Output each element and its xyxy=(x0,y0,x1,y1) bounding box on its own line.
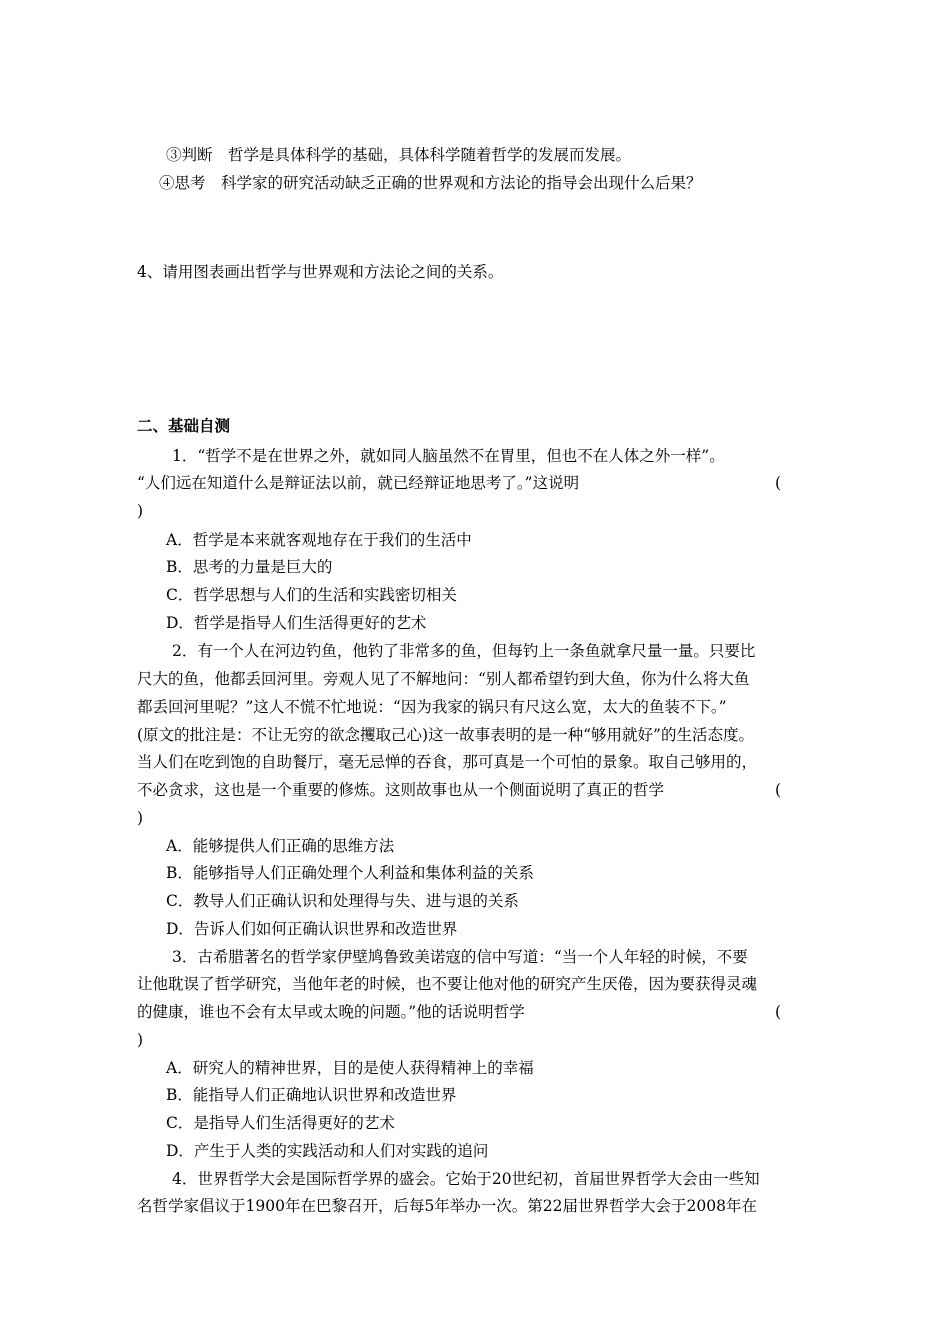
q2-line2: 尺大的鱼，他都丢回河里。旁观人见了不解地问：“别人都希望钓到大鱼，你为什么将大鱼 xyxy=(137,670,750,688)
q1-line2: “人们远在知道什么是辩证法以前，就已经辩证地思考了。”这说明 xyxy=(137,474,580,492)
q2-line3: 都丢回河里呢？”这人不慌不忙地说：“因为我家的锅只有尺这么宽，太大的鱼装不下。” xyxy=(137,698,727,716)
q3-line2: 让他耽误了哲学研究，当他年老的时候，也不要让他对他的研究产生厌倦，因为要获得灵魂 xyxy=(137,975,758,993)
q3-line1: 3．古希腊著名的哲学家伊壁鸠鲁致美诺寇的信中写道：“当一个人年轻的时候，不要 xyxy=(172,948,748,966)
think-item: ④思考 科学家的研究活动缺乏正确的世界观和方法论的指导会出现什么后果？ xyxy=(159,174,702,192)
q3-line3: 的健康，谁也不会有太早或太晚的问题。”他的话说明哲学 xyxy=(137,1003,525,1021)
q1-option-c: C．哲学思想与人们的生活和实践密切相关 xyxy=(166,586,457,604)
section-title: 二、基础自测 xyxy=(137,416,231,435)
q1-line1: 1．“哲学不是在世界之外，就如同人脑虽然不在胃里，但也不在人体之外一样”。 xyxy=(172,447,725,465)
q2-answer-paren-close: ) xyxy=(137,809,144,827)
q2-option-b: B．能够指导人们正确处理个人利益和集体利益的关系 xyxy=(166,864,534,882)
q4-line2: 名哲学家倡议于1900年在巴黎召开，后每5年举办一次。第22届世界哲学大会于2008年在 xyxy=(137,1197,757,1215)
q2-option-a: A．能够提供人们正确的思维方法 xyxy=(166,837,395,855)
q3-option-a: A．研究人的精神世界，目的是使人获得精神上的幸福 xyxy=(166,1059,534,1077)
q4-line1: 4．世界哲学大会是国际哲学界的盛会。它始于20世纪初，首届世界哲学大会由一些知 xyxy=(172,1170,760,1188)
q1-option-b: B．思考的力量是巨大的 xyxy=(166,558,333,576)
q3-option-b: B．能指导人们正确地认识世界和改造世界 xyxy=(166,1086,457,1104)
q3-answer-paren-close: ) xyxy=(137,1031,144,1049)
q2-line1: 2．有一个人在河边钓鱼，他钓了非常多的鱼，但每钓上一条鱼就拿尺量一量。只要比 xyxy=(172,642,756,660)
judge-item: ③判断 哲学是具体科学的基础，具体科学随着哲学的发展而发展。 xyxy=(166,146,632,164)
q2-line6: 不必贪求，这也是一个重要的修炼。这则故事也从一个侧面说明了真正的哲学 xyxy=(137,781,665,799)
q2-option-c: C．教导人们正确认识和处理得与失、进与退的关系 xyxy=(166,892,519,910)
q3-answer-paren-open: ( xyxy=(775,1003,782,1021)
q1-option-d: D．哲学是指导人们生活得更好的艺术 xyxy=(166,614,427,632)
draw-question: 4、请用图表画出哲学与世界观和方法论之间的关系。 xyxy=(137,263,504,281)
q2-answer-paren-open: ( xyxy=(775,781,782,799)
q2-line4: (原文的批注是：不让无穷的欲念攫取己心)这一故事表明的是一种“够用就好”的生活态度。 xyxy=(137,726,754,744)
q1-answer-paren-open: ( xyxy=(775,474,782,492)
q1-option-a: A．哲学是本来就客观地存在于我们的生活中 xyxy=(166,531,472,549)
q3-option-d: D．产生于人类的实践活动和人们对实践的追问 xyxy=(166,1142,489,1160)
q2-option-d: D．告诉人们如何正确认识世界和改造世界 xyxy=(166,920,458,938)
q1-answer-paren-close: ) xyxy=(137,502,144,520)
q2-line5: 当人们在吃到饱的自助餐厅，毫无忌惮的吞食，那可真是一个可怕的景象。取自己够用的， xyxy=(137,753,758,771)
q3-option-c: C．是指导人们生活得更好的艺术 xyxy=(166,1114,395,1132)
